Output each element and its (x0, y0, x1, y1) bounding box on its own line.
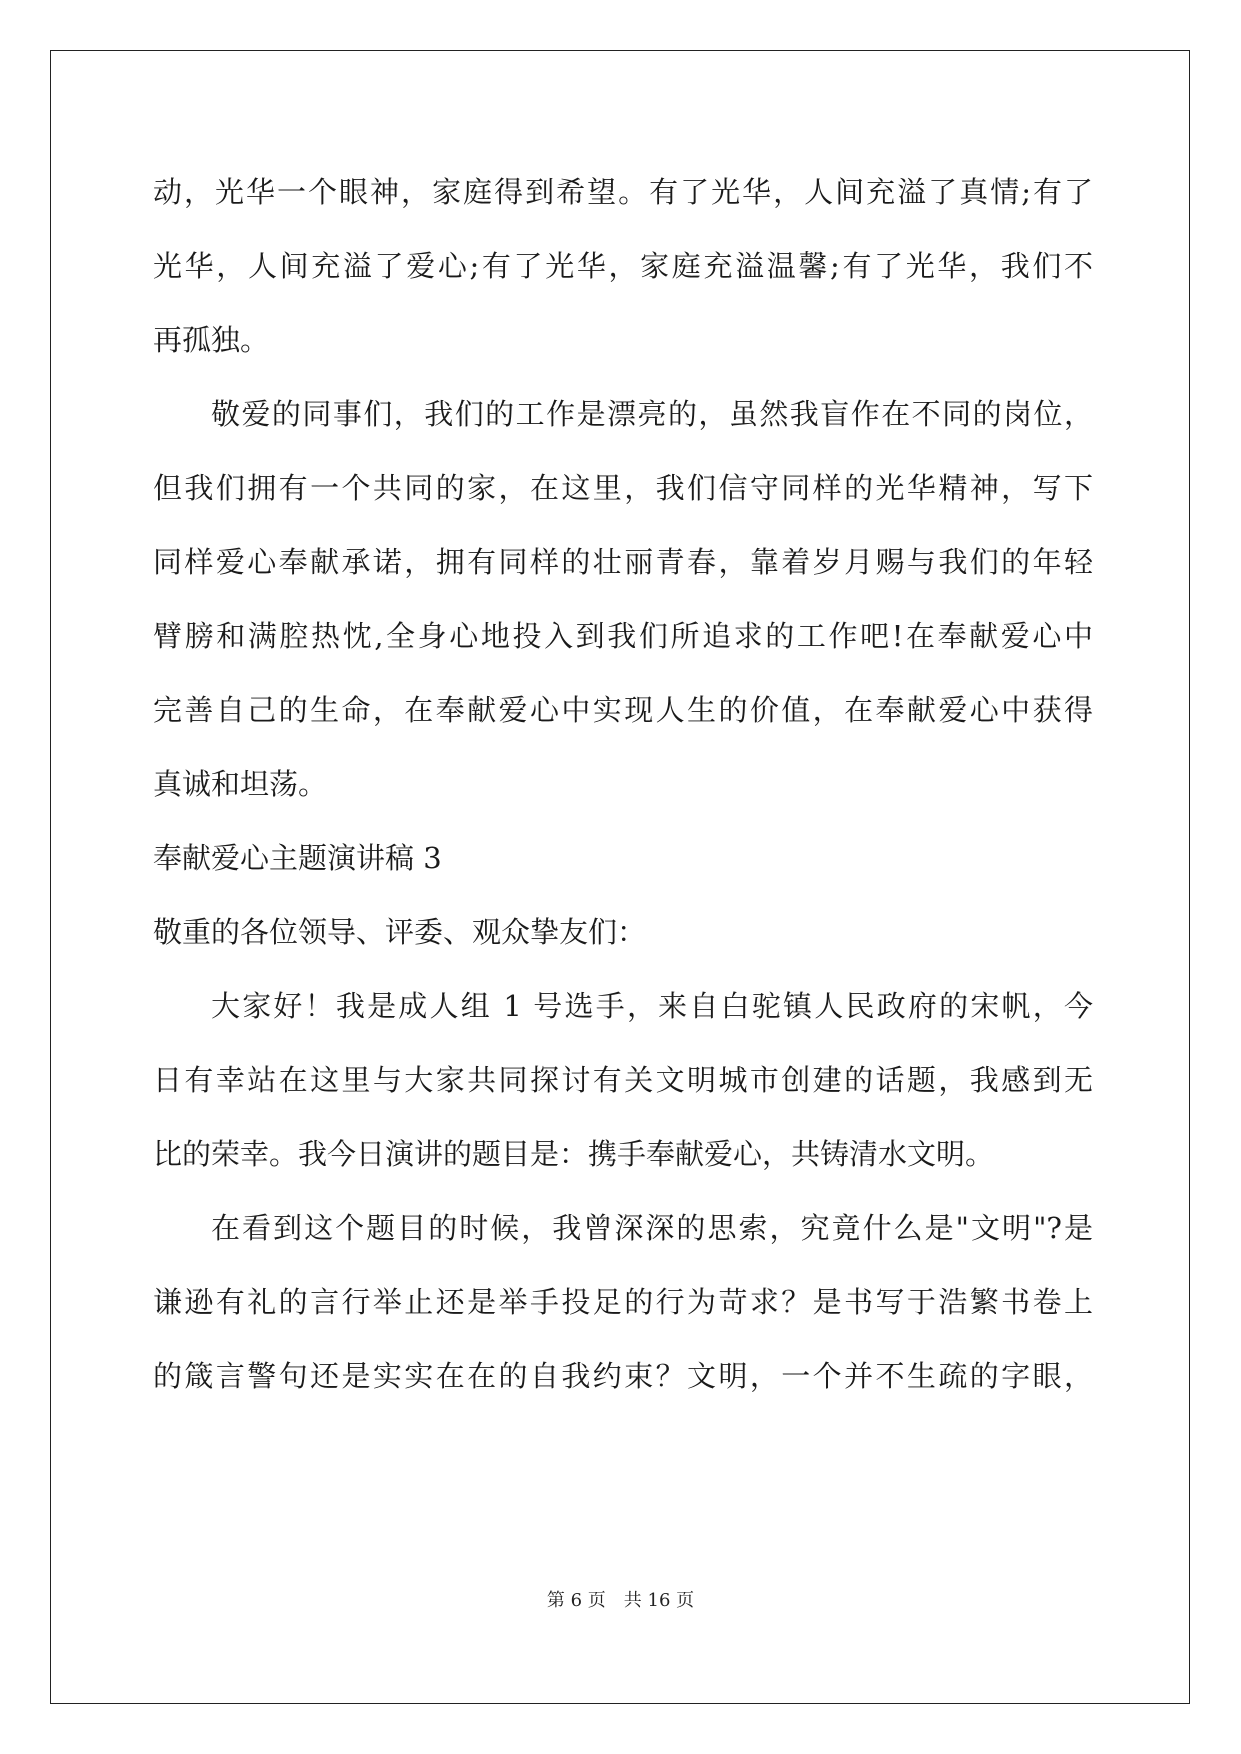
text-line: 日有幸站在这里与大家共同探讨有关文明城市创建的话题，我感到无 (153, 1063, 1093, 1097)
salutation: 敬重的各位领导、评委、观众挚友们： (153, 915, 647, 949)
text-line: 比的荣幸。我今日演讲的题目是：携手奉献爱心，共铸清水文明。 (153, 1137, 995, 1171)
text-line: 敬爱的同事们，我们的工作是漂亮的，虽然我盲作在不同的岗位， (211, 397, 1093, 431)
text-line: 再孤独。 (153, 323, 270, 357)
text-line: 光华，人间充溢了爱心;有了光华，家庭充溢温馨;有了光华，我们不 (153, 249, 1093, 283)
text-line: 大家好！我是成人组 1 号选手，来自白驼镇人民政府的宋帆，今 (211, 989, 1093, 1023)
text-line: 完善自己的生命，在奉献爱心中实现人生的价值，在奉献爱心中获得 (153, 693, 1093, 727)
text-line: 真诚和坦荡。 (153, 767, 328, 801)
text-line: 但我们拥有一个共同的家，在这里，我们信守同样的光华精神，写下 (153, 471, 1093, 505)
page-number: 第 6 页 共 16 页 (546, 1590, 695, 1611)
text-line: 动，光华一个眼神，家庭得到希望。有了光华，人间充溢了真情;有了 (153, 175, 1093, 209)
text-line: 同样爱心奉献承诺，拥有同样的壮丽青春，靠着岁月赐与我们的年轻 (153, 545, 1093, 579)
text-line: 谦逊有礼的言行举止还是举手投足的行为苛求？是书写于浩繁书卷上 (153, 1285, 1093, 1319)
text-line: 在看到这个题目的时候，我曾深深的思索，究竟什么是"文明"?是 (211, 1211, 1093, 1245)
text-line: 的箴言警句还是实实在在的自我约束？文明，一个并不生疏的字眼， (153, 1359, 1093, 1393)
text-line: 臂膀和满腔热忱,全身心地投入到我们所追求的工作吧!在奉献爱心中 (153, 619, 1093, 653)
section-heading: 奉献爱心主题演讲稿 3 (153, 841, 442, 875)
